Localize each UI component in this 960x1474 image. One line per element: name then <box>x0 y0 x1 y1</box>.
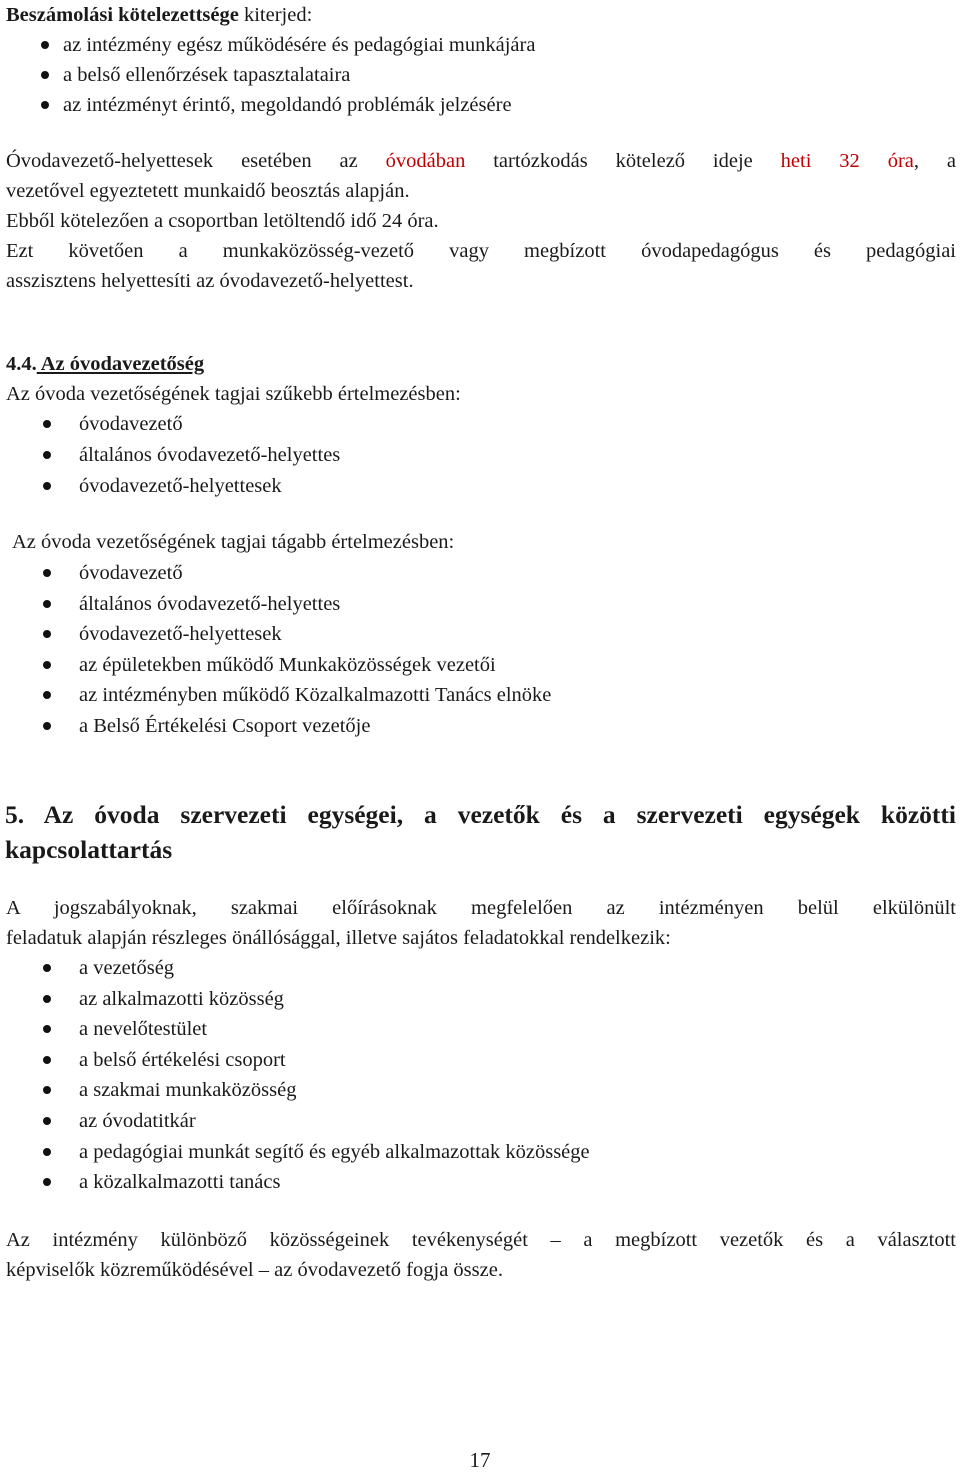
section-4-4-number: 4.4. <box>6 353 37 375</box>
section-5-heading <box>5 797 956 867</box>
section-4-4-title: Az óvodavezetőség <box>36 353 205 375</box>
bullet-icon <box>43 1178 51 1186</box>
bullet-icon <box>43 661 51 669</box>
section-4-4-heading <box>6 349 956 379</box>
bullet-icon <box>41 71 49 79</box>
list-item: óvodavezető-helyettesek <box>6 471 956 501</box>
list-item: a Belső Értékelési Csoport vezetője <box>6 711 956 741</box>
section-5-heading-line-1: 5. Az óvoda szervezeti egységei, a vezetők és a szervezeti egységek közötti <box>5 800 956 829</box>
list-item: általános óvodavezető-helyettes <box>6 589 956 619</box>
list-item: óvodavezető <box>6 409 956 439</box>
section-5-heading-line-2: kapcsolattartás <box>5 835 173 864</box>
list-item: az intézményben működő Közalkalmazotti Tanács elnöke <box>6 680 956 710</box>
highlight-hours: heti 32 óra <box>780 150 914 172</box>
bullet-icon <box>43 1086 51 1094</box>
section-5-p1-line-2: feladatuk alapján részleges önállósággal, illetve sajátos feladatokkal rendelkezik: <box>6 927 671 949</box>
bullet-icon <box>43 600 51 608</box>
broad-leadership-block <box>6 527 956 737</box>
list-item: óvodavezető <box>6 558 956 588</box>
narrow-intro: Az óvoda vezetőségének tagjai szűkebb értelmezésben: <box>6 383 461 405</box>
bullet-icon <box>43 964 51 972</box>
reporting-intro-rest: kiterjed: <box>238 4 313 26</box>
list-item: a pedagógiai munkát segítő és egyéb alkalmazottak közössége <box>6 1137 956 1167</box>
list-item: a belső ellenőrzések tapasztalataira <box>6 60 956 90</box>
bullet-icon <box>43 691 51 699</box>
deputies-line-3: Ebből kötelezően a csoportban letöltendő idő 24 óra. <box>6 210 439 232</box>
reporting-intro-bold: Beszámolási kötelezettsége <box>6 4 239 26</box>
deputies-line-1: Óvodavezető-helyettesek esetében az óvodában tartózkodás kötelező ideje heti 32 óra, a <box>6 150 956 172</box>
list-item: a vezetőség <box>6 953 956 983</box>
section-5-paragraph <box>6 893 956 953</box>
closing-line-1: Az intézmény különböző közösségeinek tevékenységét – a megbízott vezetők és a választott <box>6 1229 956 1251</box>
list-item: a nevelőtestület <box>6 1014 956 1044</box>
broad-intro: Az óvoda vezetőségének tagjai tágabb értelmezésben: <box>12 531 455 553</box>
list-item: az alkalmazotti közösség <box>6 984 956 1014</box>
list-item: az intézményt érintő, megoldandó problémák jelzésére <box>6 90 956 120</box>
closing-paragraph <box>6 1225 956 1285</box>
bullet-icon <box>43 482 51 490</box>
bullet-icon <box>43 451 51 459</box>
reporting-block <box>6 0 956 116</box>
list-item: a közalkalmazotti tanács <box>6 1167 956 1197</box>
bullet-icon <box>43 1025 51 1033</box>
reporting-intro <box>6 0 956 30</box>
narrow-leadership-block <box>6 379 956 497</box>
list-item: óvodavezető-helyettesek <box>6 619 956 649</box>
deputies-line-4: Ezt követően a munkaközösség-vezető vagy megbízott óvodapedagógus és pedagógiai <box>6 240 956 262</box>
bullet-icon <box>43 995 51 1003</box>
bullet-icon <box>43 420 51 428</box>
bullet-icon <box>43 630 51 638</box>
section-5-p1-line-1: A jogszabályoknak, szakmai előírásoknak megfelelően az intézményen belül elkülönült <box>6 897 956 919</box>
bullet-icon <box>43 722 51 730</box>
bullet-icon <box>41 101 49 109</box>
highlight-kindergarten: óvodában <box>385 150 466 172</box>
bullet-icon <box>41 41 49 49</box>
list-item: az épületekben működő Munkaközösségek vezetői <box>6 650 956 680</box>
bullet-icon <box>43 1117 51 1125</box>
closing-line-2: képviselők közreműködésével – az óvodavezető fogja össze. <box>6 1259 503 1281</box>
list-item: általános óvodavezető-helyettes <box>6 440 956 470</box>
bullet-icon <box>43 1148 51 1156</box>
list-item: a szakmai munkaközösség <box>6 1075 956 1105</box>
list-item: a belső értékelési csoport <box>6 1045 956 1075</box>
bullet-icon <box>43 569 51 577</box>
deputies-paragraph <box>6 146 956 296</box>
deputies-line-2: vezetővel egyeztetett munkaidő beosztás alapján. <box>6 180 410 202</box>
page-number: 17 <box>469 1448 491 1472</box>
bullet-icon <box>43 1056 51 1064</box>
list-item: az intézmény egész működésére és pedagógiai munkájára <box>6 30 956 60</box>
list-item: az óvodatitkár <box>6 1106 956 1136</box>
deputies-line-5: asszisztens helyettesíti az óvodavezető-helyettest. <box>6 270 414 292</box>
